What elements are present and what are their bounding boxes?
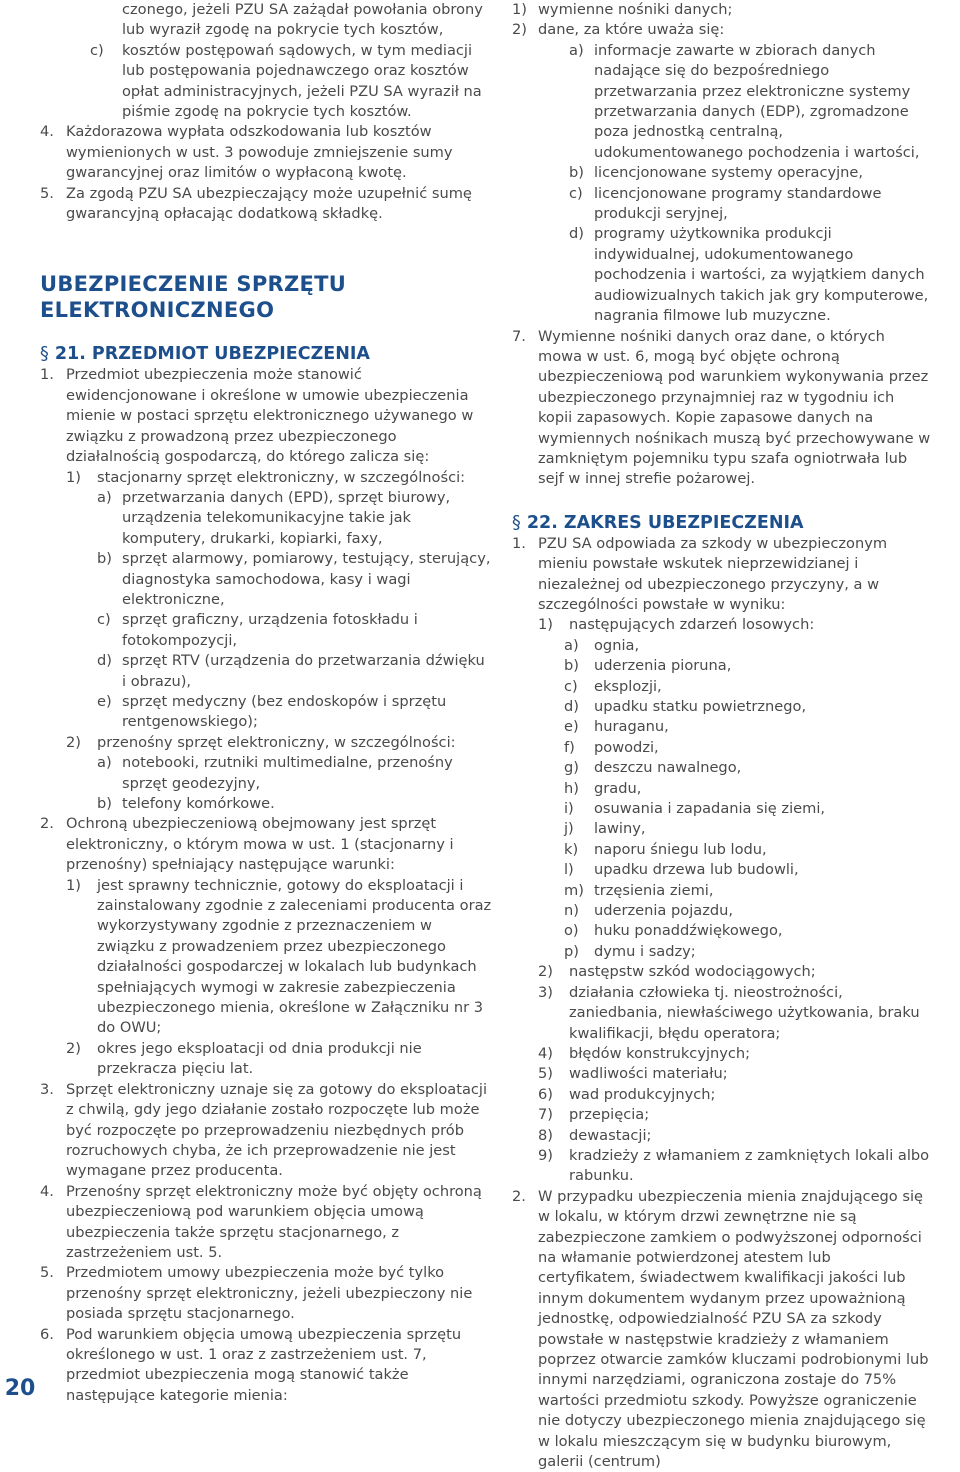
list-marker: 1)	[512, 1, 527, 18]
paragraph-text: następstw szkód wodociągowych;	[569, 963, 816, 981]
list-item	[512, 1146, 932, 1187]
list-item	[512, 327, 932, 490]
list-item	[512, 1126, 932, 1146]
paragraph-text: Pod warunkiem objęcia umową ubezpieczenia sprzętu określonego w ust. 1 oraz z zastrzeżeniem ust. 7, przedmiot ubezpieczenia mogą stanowić także następujące kategorie mienia:	[66, 1325, 462, 1404]
list-marker: 5.	[40, 184, 54, 202]
list-marker: 5.	[40, 1264, 54, 1282]
list-marker: c)	[90, 41, 104, 59]
paragraph-text: W przypadku ubezpieczenia mienia znajdującego się w lokalu, w którym drzwi zewnętrzne nie są zabezpieczone zamkiem o podwyższonej odporności na włamanie potwierdzonej atestem lub certyfikatem, świadectwem kwalifikacji jakości lub innym dokumentem wydanym przez upoważnioną jednostkę, odpowiedzialność PZU SA za szkody powstałe w następstwie kradzieży z włamaniem poprzez otwarcie zamków kluczami podrobionymi lub innymi narzędziami, ograniczona zostaje do 75% wartości przedmiotu szkody. Powyższe ograniczenie nie dotyczy ubezpieczonego mienia znajdującego się w lokalu mieszczącym się w budynku biurowym, galerii (centrum)	[538, 1187, 929, 1471]
event-list-item	[512, 636, 932, 656]
event-text: powodzi,	[594, 738, 659, 756]
event-text: eksplozji,	[594, 677, 662, 695]
list-item	[40, 488, 492, 549]
list-marker: p)	[564, 942, 579, 960]
list-item	[40, 1039, 492, 1080]
list-marker: i)	[564, 800, 574, 818]
list-item	[40, 651, 492, 692]
paragraph-text: wadliwości materiału;	[569, 1065, 728, 1083]
list-marker: 6)	[538, 1085, 553, 1103]
event-text: huraganu,	[594, 718, 669, 736]
event-list-item	[512, 942, 932, 962]
paragraph-heading	[40, 343, 492, 365]
paragraph-text: sprzęt medyczny (bez endoskopów i sprzętu rentgenowskiego);	[122, 692, 447, 731]
list-item	[512, 1105, 932, 1125]
paragraph-text: Wymienne nośniki danych oraz dane, o których mowa w ust. 6, mogą być objęte ochroną ubezpieczeniową pod warunkiem wykonywania przez ubezpieczonego przynajmniej raz w tygodniu ich kopii zapasowych. Kopie zapasowe danych na wymiennych nośnikach muszą być przechowywane w zamkniętym pojemniku typu szafa ogniotrwała lub sejf w innej strefie pożarowej.	[538, 327, 931, 488]
paragraph-text: informacje zawarte w zbiorach danych nadające się do bezpośredniego przetwarzania przez elektroniczne systemy przetwarzania danych (EDP), zgromadzone poza jednostką centralną, udokumentowanego pochodzenia i wartości,	[594, 41, 920, 161]
list-marker: g)	[564, 759, 579, 777]
list-marker: 2)	[66, 1039, 81, 1057]
list-marker: 5)	[538, 1065, 553, 1083]
list-item	[40, 1325, 492, 1407]
list-marker: 2)	[512, 21, 527, 39]
list-marker: m)	[564, 881, 584, 899]
list-marker: h)	[564, 779, 579, 797]
list-item	[512, 184, 932, 225]
list-item	[40, 468, 492, 488]
list-item	[512, 983, 932, 1044]
paragraph-text: licencjonowane programy standardowe produkcji seryjnej,	[594, 184, 882, 223]
paragraph-sign-icon: §	[512, 512, 521, 533]
list-marker: 9)	[538, 1146, 553, 1164]
paragraph-text: wymienne nośniki danych;	[538, 1, 733, 18]
event-text: naporu śniegu lub lodu,	[594, 840, 767, 858]
paragraph-text: następujących zdarzeń losowych:	[569, 616, 815, 634]
event-text: uderzenia pioruna,	[594, 657, 732, 675]
list-item	[40, 184, 492, 225]
list-marker: d)	[569, 225, 584, 243]
event-text: ognia,	[594, 636, 640, 654]
list-item	[512, 1064, 932, 1084]
list-marker: 2.	[512, 1187, 526, 1205]
list-item	[40, 41, 492, 123]
heading-text: 21. PRZEDMIOT UBEZPIECZENIA	[54, 344, 370, 365]
paragraph-text: Przedmiotem umowy ubezpieczenia może być tylko przenośny sprzęt elektroniczny, jeżeli ubezpieczony nie posiada sprzętu stacjonarnego.	[66, 1264, 473, 1323]
list-item	[40, 876, 492, 1039]
list-marker: 4)	[538, 1044, 553, 1062]
list-item	[40, 1182, 492, 1264]
list-marker: f)	[564, 738, 575, 756]
paragraph-text: jest sprawny technicznie, gotowy do eksploatacji i zainstalowany zgodnie z zaleceniami producenta oraz wykorzystywany zgodnie z przeznaczeniem w związku z prowadzeniem przez ubezpieczonego działalności gospodarczej w lokalach lub budynkach spełniających wymogi w zakresie zabezpieczenia ubezpieczonego mienia, określone w Załączniku nr 3 do OWU;	[97, 876, 492, 1037]
paragraph-text: telefony komórkowe.	[122, 795, 275, 812]
list-marker: k)	[564, 840, 579, 858]
list-marker: c)	[564, 677, 578, 695]
paragraph-text: przepięcia;	[569, 1106, 650, 1124]
event-list-item	[512, 717, 932, 737]
list-marker: e)	[97, 692, 112, 710]
event-list-item	[512, 697, 932, 717]
list-marker: 1)	[66, 876, 81, 894]
list-item	[512, 224, 932, 326]
list-item	[40, 365, 492, 467]
list-item	[40, 122, 492, 183]
section-title-line: UBEZPIECZENIE SPRZĘTU	[40, 272, 347, 297]
section-title	[40, 271, 492, 323]
event-list-item	[512, 758, 932, 778]
paragraph-text: przenośny sprzęt elektroniczny, w szczególności:	[97, 733, 456, 751]
list-marker: 7)	[538, 1106, 553, 1124]
list-item	[40, 1080, 492, 1182]
list-item	[40, 610, 492, 651]
event-list-item	[512, 921, 932, 941]
paragraph-text: programy użytkownika produkcji indywidualnej, udokumentowanego pochodzenia i wartości, za wyjątkiem danych audiowizualnych takich jak gry komputerowe, nagrania filmowe lub muzyczne.	[594, 225, 929, 325]
list-marker: 2.	[40, 815, 54, 833]
page-number: 20	[4, 1376, 36, 1401]
list-marker: 6.	[40, 1325, 54, 1343]
paragraph-text: kosztów postępowań sądowych, w tym mediacji lub postępowania pojednawczego oraz kosztów opłat administracyjnych, jeżeli PZU SA wyraził na piśmie zgodę na pokrycie tych kosztów.	[122, 41, 482, 121]
list-marker: b)	[569, 164, 584, 182]
event-list-item	[512, 901, 932, 921]
paragraph-text: dewastacji;	[569, 1126, 652, 1144]
list-marker: a)	[564, 636, 579, 654]
list-item	[40, 692, 492, 733]
paragraph-text: licencjonowane systemy operacyjne,	[594, 164, 864, 182]
heading-text: 22. ZAKRES UBEZPIECZENIA	[526, 512, 804, 533]
list-item	[512, 41, 932, 163]
event-text: dymu i sadzy;	[594, 942, 696, 960]
event-list-item	[512, 738, 932, 758]
event-list-item	[512, 840, 932, 860]
list-marker: n)	[564, 902, 579, 920]
list-marker: 3)	[538, 983, 553, 1001]
event-list-item	[512, 860, 932, 880]
paragraph-text: stacjonarny sprzęt elektroniczny, w szczególności:	[97, 468, 466, 486]
list-marker: 2)	[538, 963, 553, 981]
paragraph-text: sprzęt alarmowy, pomiarowy, testujący, sterujący, diagnostyka samochodowa, kasy i wagi elektroniczne,	[122, 550, 491, 608]
paragraph-text: Sprzęt elektroniczny uznaje się za gotowy do eksploatacji z chwilą, gdy jego działanie zostało rozpoczęte lub może być rozpoczęte po przeprowadzeniu niezbędnych prób rozruchowych chyba, że ich przeprowadzenie nie jest wymagane przez producenta.	[66, 1080, 488, 1180]
list-item	[40, 794, 492, 814]
list-item	[40, 1263, 492, 1324]
event-list-item	[512, 779, 932, 799]
paragraph-text: czonego, jeżeli PZU SA zażądał powołania obrony lub wyraził zgodę na pokrycie tych kosztów,	[122, 1, 483, 39]
list-marker: d)	[564, 698, 579, 715]
list-item	[512, 962, 932, 982]
list-item	[40, 814, 492, 875]
list-marker: 4.	[40, 123, 54, 141]
paragraph-text: Przedmiot ubezpieczenia może stanowić ewidencjonowane i określone w umowie ubezpieczenia mienie w postaci sprzętu elektronicznego używanego w związku z prowadzoną przez ubezpieczonego działalnością gospodarczą, do którego zalicza się:	[66, 366, 474, 466]
event-text: uderzenia pojazdu,	[594, 902, 734, 920]
list-marker: b)	[97, 550, 112, 568]
event-text: huku ponaddźwiękowego,	[594, 922, 783, 940]
paragraph-text: dane, za które uważa się:	[538, 21, 725, 39]
list-item	[512, 615, 932, 635]
left-column	[40, 0, 492, 1406]
list-item	[512, 1187, 932, 1472]
event-list-item	[512, 677, 932, 697]
paragraph-sign-icon: §	[40, 344, 49, 365]
section-title-line: ELEKTRONICZNEGO	[40, 298, 275, 323]
list-marker: 8)	[538, 1126, 553, 1144]
event-list-item	[512, 881, 932, 901]
list-item	[512, 20, 932, 40]
paragraph-text: okres jego eksploatacji od dnia produkcji nie przekracza pięciu lat.	[97, 1039, 422, 1078]
list-marker: e)	[564, 718, 579, 736]
paragraph-text: przetwarzania danych (EPD), sprzęt biurowy, urządzenia telekomunikacyjne takie jak komputery, drukarki, kopiarki, faxy,	[122, 488, 451, 547]
event-text: lawiny,	[594, 820, 646, 838]
paragraph-heading	[512, 512, 932, 534]
list-item	[512, 163, 932, 183]
list-marker: 1)	[66, 468, 81, 486]
list-marker: a)	[569, 41, 584, 59]
list-item	[40, 549, 492, 610]
event-text: trzęsienia ziemi,	[594, 881, 714, 899]
paragraph-text: Każdorazowa wypłata odszkodowania lub kosztów wymienionych w ust. 3 powoduje zmniejszenie sumy gwarancyjnej oraz limitów o wypłaconą kwotę.	[66, 123, 453, 182]
list-marker: 2)	[66, 733, 81, 751]
list-marker: b)	[564, 657, 579, 675]
paragraph-text: PZU SA odpowiada za szkody w ubezpieczonym mieniu powstałe wskutek nieprzewidzianej i niezależnej od ubezpieczonego przyczyny, a w szczególności powstałe w wyniku:	[538, 534, 888, 613]
paragraph-text: Za zgodą PZU SA ubezpieczający może uzupełnić sumę gwarancyjną opłacając dodatkową składkę.	[66, 184, 472, 223]
paragraph-text: notebooki, rzutniki multimedialne, przenośny sprzęt geodezyjny,	[122, 754, 453, 792]
events-list	[512, 636, 932, 963]
paragraph-text: Przenośny sprzęt elektroniczny może być objęty ochroną ubezpieczeniową pod warunkiem objęcia umową ubezpieczenia także sprzętu stacjonarnego, z zastrzeżeniem ust. 5.	[66, 1182, 482, 1261]
event-text: gradu,	[594, 779, 642, 797]
event-list-item	[512, 819, 932, 839]
list-marker: b)	[97, 795, 112, 812]
paragraph-text: działania człowieka tj. nieostrożności, zaniedbania, niewłaściwego użytkowania, braku kwalifikacji, błędu operatora;	[569, 983, 920, 1042]
list-marker: 4.	[40, 1182, 54, 1200]
event-text: upadku statku powietrznego,	[594, 698, 807, 715]
list-item	[40, 753, 492, 794]
list-marker: c)	[569, 184, 583, 202]
paragraph-text: błędów konstrukcyjnych;	[569, 1044, 751, 1062]
list-marker: c)	[97, 611, 111, 629]
list-marker: 1.	[40, 366, 54, 384]
list-marker: 3.	[40, 1080, 54, 1098]
list-item	[512, 1085, 932, 1105]
right-column	[512, 0, 932, 1472]
event-text: osuwania i zapadania się ziemi,	[594, 800, 826, 818]
paragraph-text: Ochroną ubezpieczeniową obejmowany jest sprzęt elektroniczny, o którym mowa w ust. 1 (stacjonarny i przenośny) spełniający następujące warunki:	[66, 815, 454, 874]
event-text: upadku drzewa lub budowli,	[594, 861, 799, 879]
event-list-item	[512, 656, 932, 676]
paragraph-text: sprzęt RTV (urządzenia do przetwarzania dźwięku i obrazu),	[122, 652, 485, 690]
list-marker: 1.	[512, 534, 526, 552]
paragraph-text: kradzieży z włamaniem z zamkniętych lokali albo rabunku.	[569, 1146, 930, 1185]
list-marker: d)	[97, 652, 112, 670]
event-text: deszczu nawalnego,	[594, 759, 742, 777]
event-list-item	[512, 799, 932, 819]
list-marker: 7.	[512, 327, 526, 345]
list-marker: a)	[97, 488, 112, 506]
list-item	[512, 534, 932, 616]
list-marker: j)	[564, 820, 574, 838]
list-marker: 1)	[538, 616, 553, 634]
list-item	[512, 0, 932, 20]
list-marker: o)	[564, 922, 579, 940]
list-marker: a)	[97, 754, 112, 772]
paragraph-text: wad produkcyjnych;	[569, 1085, 716, 1103]
list-item	[40, 0, 492, 41]
list-item	[40, 733, 492, 753]
paragraph-text: sprzęt graficzny, urządzenia fotoskładu i fotokompozycji,	[122, 611, 418, 649]
list-marker: l)	[564, 861, 574, 879]
list-item	[512, 1044, 932, 1064]
